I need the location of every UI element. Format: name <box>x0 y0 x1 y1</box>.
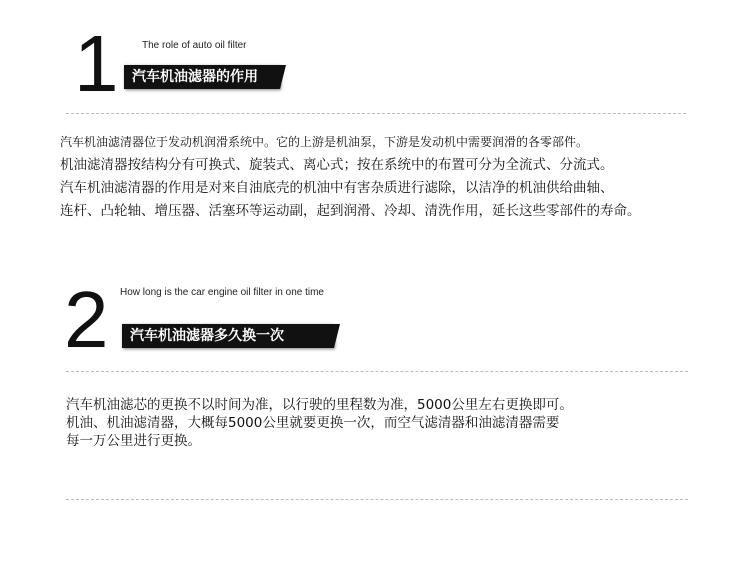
section2-paragraph <box>66 396 573 450</box>
section1-title-banner <box>124 65 280 89</box>
section2-line-3: 每一万公里进行更换。 <box>66 433 201 449</box>
section1-paragraph <box>60 131 641 223</box>
section1-line-2: 机油滤清器按结构分有可换式、旋装式、离心式；按在系统中的布置可分为全流式、分流式。 <box>60 157 614 173</box>
bottom-divider <box>66 499 688 500</box>
section1-title: 汽车机油滤器的作用 <box>132 69 258 85</box>
section2-number: 2 <box>64 275 109 364</box>
section2-title: 汽车机油滤器多久换一次 <box>130 328 284 344</box>
section2-line-2: 机油、机油滤清器，大概每5000公里就要更换一次，而空气滤清器和油滤清器需要 <box>66 415 560 431</box>
section1-line-3: 汽车机油滤清器的作用是对来自油底壳的机油中有害杂质进行滤除，以洁净的机油供给曲轴、 <box>60 180 614 196</box>
section2-line-1: 汽车机油滤芯的更换不以时间为准，以行驶的里程数为准，5000公里左右更换即可。 <box>66 397 573 413</box>
section2-subtitle-en: How long is the car engine oil filter in one time <box>120 287 324 298</box>
section1-subtitle-en: The role of auto oil filter <box>142 40 247 51</box>
section2-divider <box>66 371 688 372</box>
section2-title-banner <box>122 324 334 348</box>
section1-line-4: 连杆、凸轮轴、增压器、活塞环等运动副，起到润滑、冷却、清洗作用，延长这些零部件的寿命。 <box>60 203 641 219</box>
section1-line-1: 汽车机油滤清器位于发动机润滑系统中。它的上游是机油泵，下游是发动机中需要润滑的各零部件。 <box>60 135 589 149</box>
section1-divider <box>66 113 686 114</box>
section1-number: 1 <box>74 19 119 108</box>
